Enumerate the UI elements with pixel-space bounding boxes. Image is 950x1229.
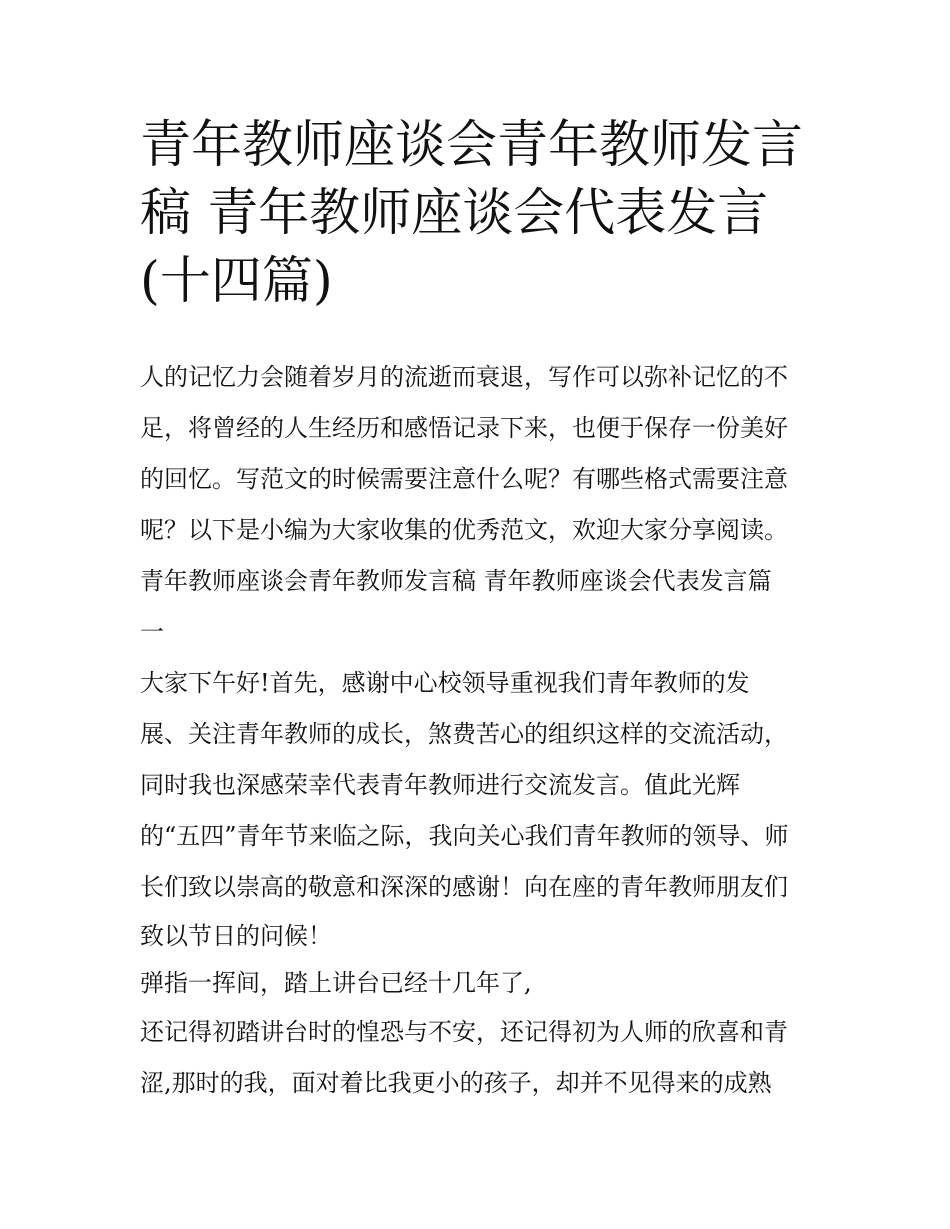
body-line: 足，将曾经的人生经历和感悟记录下来，也便于保存一份美好 [140,414,788,442]
body-line: 同时我也深感荣幸代表青年教师进行交流发言。值此光辉 [140,771,740,799]
body-line: 涩,那时的我，面对着比我更小的孩子，却并不见得来的成熟 [140,1069,772,1097]
body-line: 致以节日的问候！ [140,922,332,950]
body-line: 展、关注青年教师的成长，煞费苦心的组织这样的交流活动， [140,720,788,748]
body-line: 的回忆。写范文的时候需要注意什么呢？有哪些格式需要注意 [140,465,788,493]
body-line: 呢？以下是小编为大家收集的优秀范文，欢迎大家分享阅读。 [140,516,788,544]
title-line: 稿 青年教师座谈会代表发言 [140,184,769,243]
body-line: 人的记忆力会随着岁月的流逝而衰退，写作可以弥补记忆的不 [140,363,788,391]
body-line: 还记得初踏讲台时的惶恐与不安，还记得初为人师的欣喜和青 [140,1018,788,1046]
title-line: (十四篇) [140,252,333,311]
document-body [140,352,830,1109]
body-line: 大家下午好!首先，感谢中心校领导重视我们青年教师的发 [140,669,750,697]
document-title [140,112,840,316]
body-line: 长们致以崇高的敬意和深深的感谢！向在座的青年教师朋友们 [140,873,788,901]
body-line: 弹指一挥间，踏上讲台已经十几年了, [140,969,532,997]
body-line: 青年教师座谈会青年教师发言稿 青年教师座谈会代表发言篇 [140,567,772,595]
body-line: 的“五四”青年节来临之际，我向关心我们青年教师的领导、师 [140,822,789,850]
title-line: 青年教师座谈会青年教师发言 [140,116,804,175]
body-line: 一 [140,618,164,646]
